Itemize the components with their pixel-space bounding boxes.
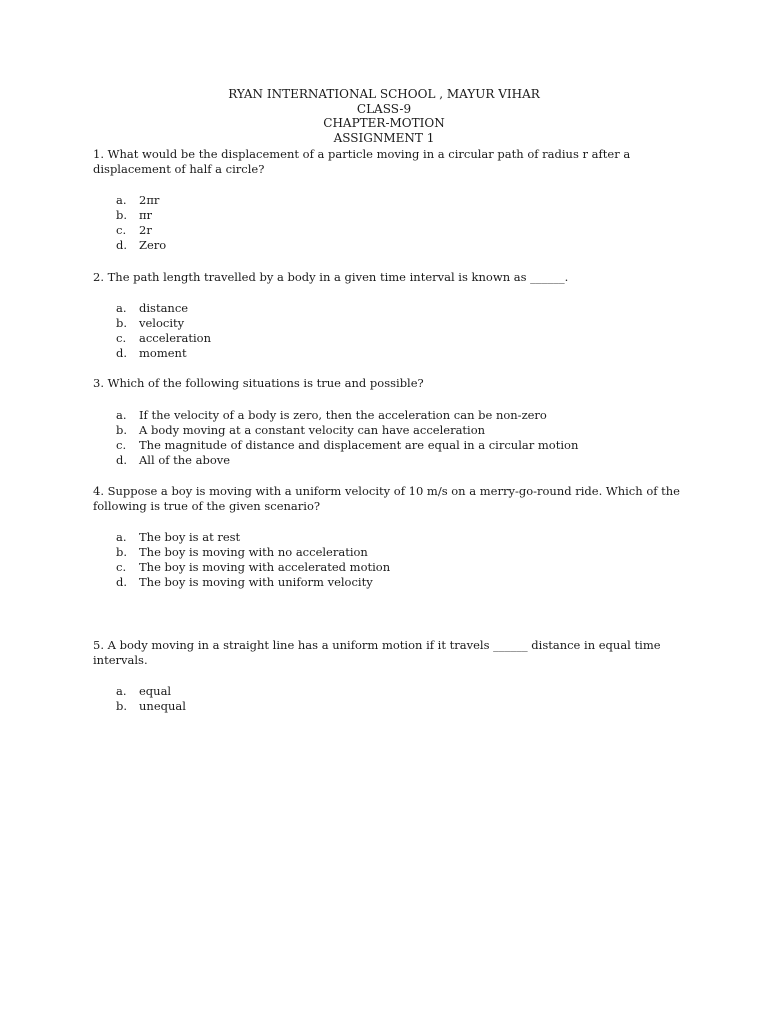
option-item xyxy=(116,453,578,468)
question-text: Which of the following situations is true and possible? xyxy=(103,376,424,390)
chapter-label: CHAPTER-MOTION xyxy=(323,116,445,130)
question-2-options xyxy=(116,301,211,361)
question-1 xyxy=(93,147,693,177)
option-text: 2πr xyxy=(139,193,160,207)
option-item xyxy=(116,238,166,253)
question-3-options xyxy=(116,408,578,468)
option-letter: a. xyxy=(116,193,127,207)
question-text: The path length travelled by a body in a given time interval is known as ______. xyxy=(103,270,569,284)
option-item xyxy=(116,575,390,590)
option-item xyxy=(116,208,166,223)
option-letter: b. xyxy=(116,316,128,330)
question-text: What would be the displacement of a particle moving in a circular path of radius r after a displacement of half a circle? xyxy=(93,147,631,176)
option-letter: a. xyxy=(116,530,127,544)
option-text: equal xyxy=(139,684,172,698)
option-item xyxy=(116,316,211,331)
option-letter: b. xyxy=(116,423,128,437)
option-text: acceleration xyxy=(139,331,212,345)
option-item xyxy=(116,438,578,453)
question-1-options xyxy=(116,193,166,253)
option-letter: c. xyxy=(116,560,127,574)
option-item xyxy=(116,545,390,560)
option-letter: b. xyxy=(116,545,128,559)
option-text: The magnitude of distance and displacement are equal in a circular motion xyxy=(139,438,579,452)
option-text: If the velocity of a body is zero, then the acceleration can be non-zero xyxy=(139,408,547,422)
question-5-options xyxy=(116,684,186,714)
option-text: The boy is moving with accelerated motion xyxy=(139,560,391,574)
question-3 xyxy=(93,376,693,391)
question-text: A body moving in a straight line has a uniform motion if it travels ______ distance in equal time intervals. xyxy=(93,638,661,667)
option-item xyxy=(116,193,166,208)
school-name: RYAN INTERNATIONAL SCHOOL , MAYUR VIHAR xyxy=(228,87,540,101)
option-letter: a. xyxy=(116,408,127,422)
option-letter: d. xyxy=(116,575,128,589)
option-letter: c. xyxy=(116,438,127,452)
option-item xyxy=(116,408,578,423)
option-text: distance xyxy=(139,301,189,315)
option-text: The boy is moving with uniform velocity xyxy=(139,575,373,589)
question-4-options xyxy=(116,530,390,590)
option-text: Zero xyxy=(139,238,167,252)
option-item xyxy=(116,684,186,699)
option-item xyxy=(116,423,578,438)
option-text: A body moving at a constant velocity can have acceleration xyxy=(139,423,486,437)
option-letter: d. xyxy=(116,346,128,360)
option-letter: a. xyxy=(116,684,127,698)
option-item xyxy=(116,560,390,575)
option-text: moment xyxy=(139,346,187,360)
option-letter: b. xyxy=(116,208,128,222)
option-item xyxy=(116,301,211,316)
option-item xyxy=(116,346,211,361)
option-letter: b. xyxy=(116,699,128,713)
option-text: All of the above xyxy=(139,453,231,467)
option-item xyxy=(116,223,166,238)
option-text: unequal xyxy=(139,699,186,713)
option-letter: d. xyxy=(116,238,128,252)
class-label: CLASS-9 xyxy=(356,101,412,116)
question-number: 2. xyxy=(93,270,104,284)
question-number: 5. xyxy=(93,638,104,652)
option-text: velocity xyxy=(139,316,185,330)
question-number: 4. xyxy=(93,484,104,498)
option-letter: a. xyxy=(116,301,127,315)
option-text: 2r xyxy=(139,223,152,237)
question-number: 1. xyxy=(93,147,104,161)
option-letter: c. xyxy=(116,223,127,237)
question-4 xyxy=(93,484,693,514)
option-letter: d. xyxy=(116,453,128,467)
assignment-title: ASSIGNMENT 1 xyxy=(333,130,435,145)
option-item xyxy=(116,530,390,545)
option-text: The boy is moving with no acceleration xyxy=(139,545,368,559)
document-header xyxy=(0,87,768,145)
option-item xyxy=(116,331,211,346)
question-5 xyxy=(93,638,693,668)
question-2 xyxy=(93,270,693,285)
option-letter: c. xyxy=(116,331,127,345)
option-item xyxy=(116,699,186,714)
question-number: 3. xyxy=(93,376,104,390)
option-text: The boy is at rest xyxy=(139,530,241,544)
question-text: Suppose a boy is moving with a uniform velocity of 10 m/s on a merry-go-round ride. Which of the following is true of the given scenario? xyxy=(93,484,680,513)
option-text: πr xyxy=(139,208,153,222)
